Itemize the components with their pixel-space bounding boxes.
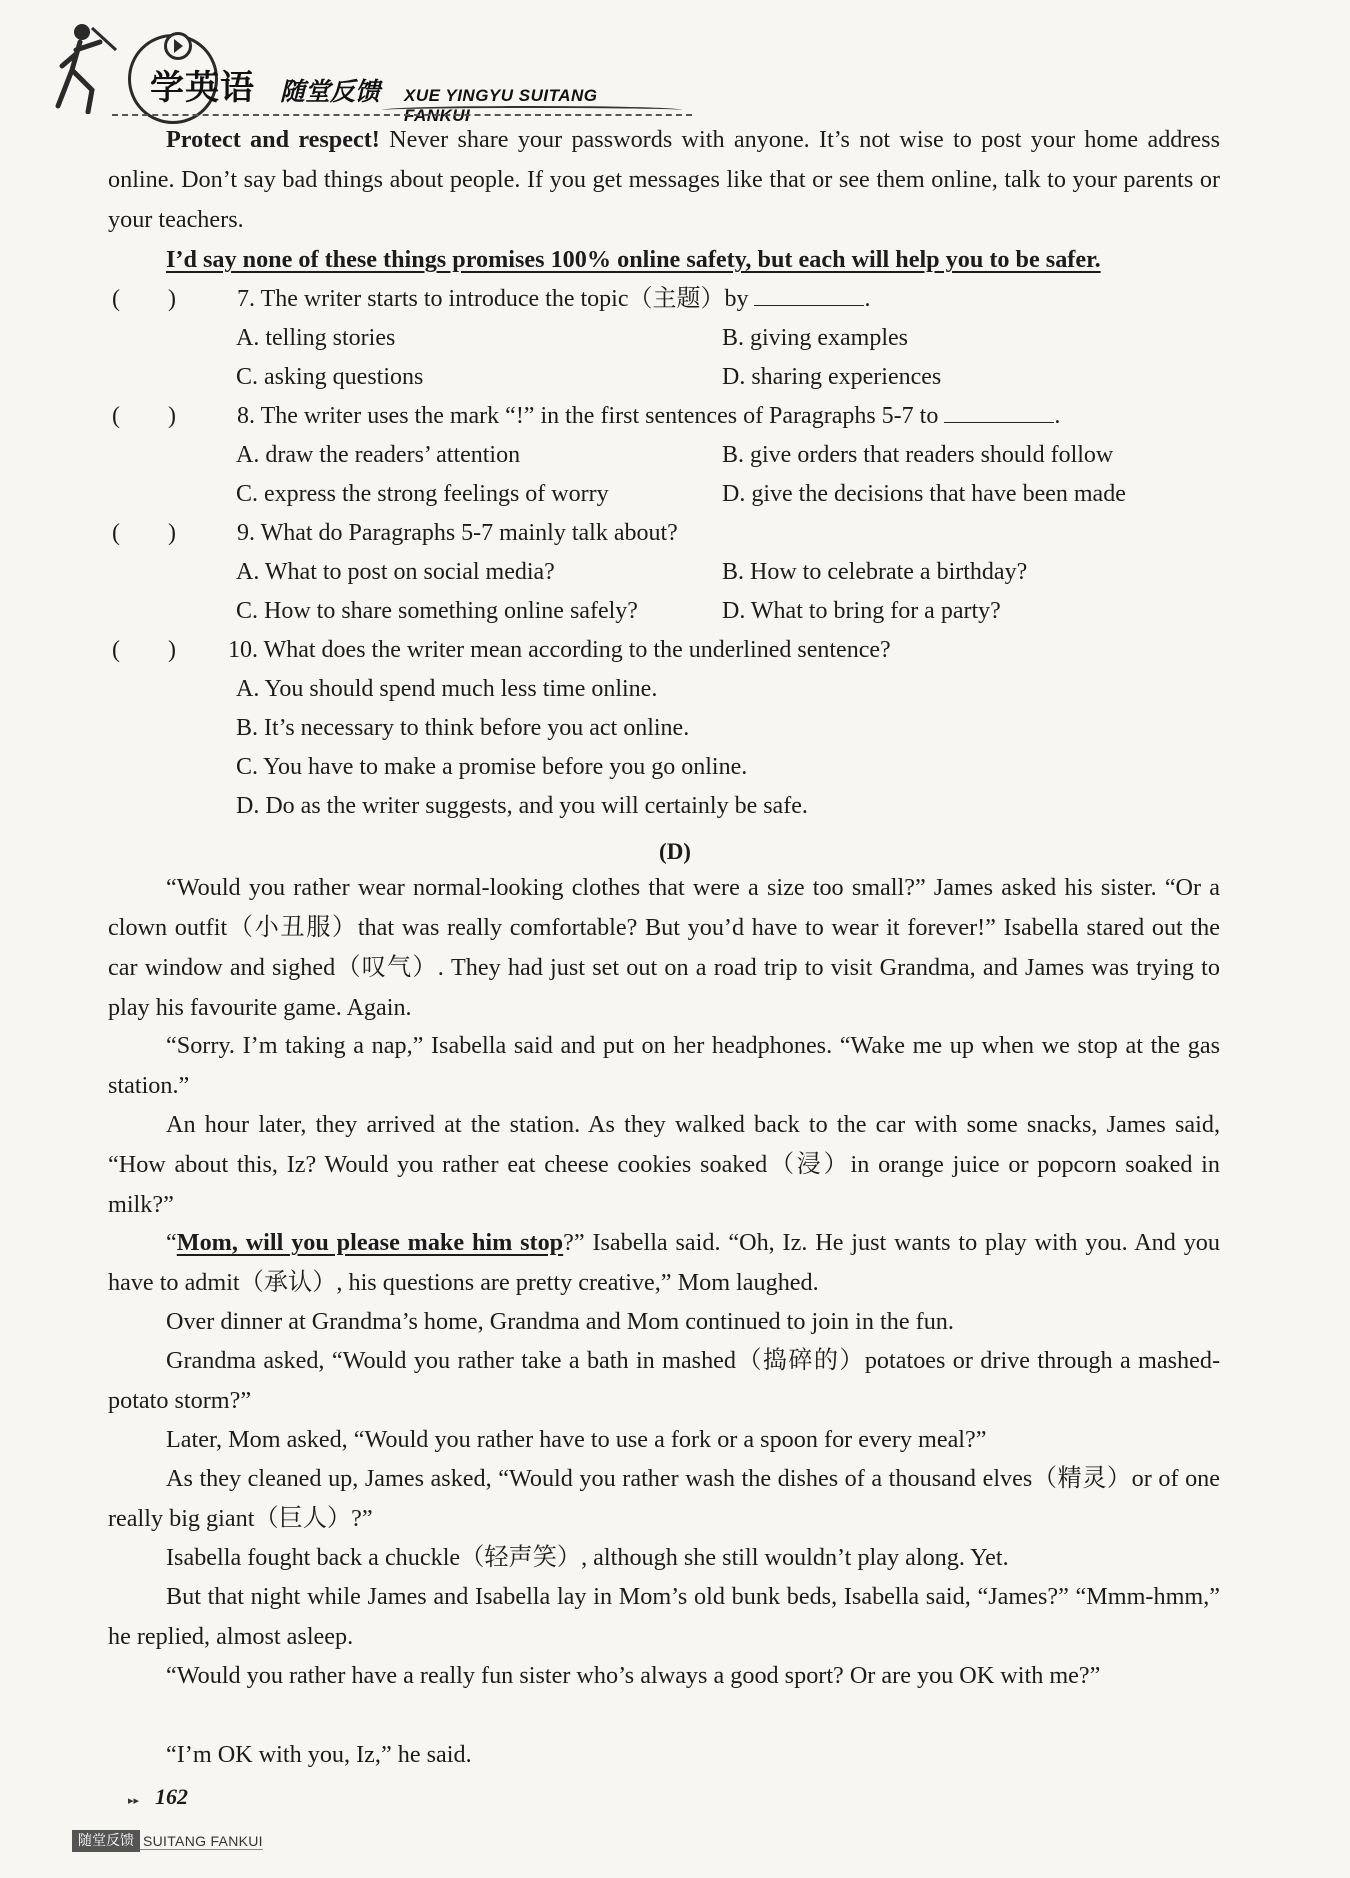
story-paragraph-11: “Would you rather have a really fun sister who’s always a good sport? Or are you OK with me?” (166, 1662, 1101, 1689)
answer-blank (944, 400, 1054, 423)
question-stem: The writer starts to introduce the topic（主题）by (260, 286, 749, 312)
question-10 (112, 630, 1222, 670)
footer-tag-en: SUITANG FANKUI (140, 1833, 263, 1850)
option-9b: B. How to celebrate a birthday? (722, 559, 1028, 585)
answer-bracket[interactable]: ( ) (112, 520, 176, 546)
option-10c: C. You have to make a promise before you go online. (236, 754, 748, 780)
story-paragraph-8: As they cleaned up, James asked, “Would you rather wash the dishes of a thousand elves（精灵）or of one really big giant（巨人）?” (108, 1465, 1220, 1532)
option-8a: A. draw the readers’ attention (236, 442, 521, 468)
option-9a: A. What to post on social media? (236, 559, 555, 585)
answer-bracket[interactable]: ( ) (112, 637, 176, 663)
option-7d: D. sharing experiences (722, 364, 942, 390)
brand-subtitle: 随堂反馈 (280, 77, 381, 106)
brand-title: 学英语 (150, 68, 255, 108)
paragraph-text: Never share your passwords with anyone. It’s not wise to post your home address online. Don’t say bad things about people. If you get messages like that or see them online, talk to your parents or your teachers. (108, 126, 1220, 233)
paragraph-lead: Protect and respect! (166, 126, 380, 153)
runner-icon (52, 20, 122, 114)
page-number: 162 (155, 1784, 189, 1809)
question-number: 9. (237, 520, 255, 546)
story-paragraph-6: Grandma asked, “Would you rather take a bath in mashed（捣碎的）potatoes or drive through a mashed-potato storm?” (108, 1347, 1220, 1414)
question-end: . (1054, 403, 1061, 429)
option-8d: D. give the decisions that have been made (722, 481, 1126, 507)
story-paragraph-10: But that night while James and Isabella lay in Mom’s old bunk beds, Isabella said, “James?” “Mmm-hmm,” he replied, almost asleep. (108, 1583, 1220, 1650)
story-paragraph-3: An hour later, they arrived at the station. As they walked back to the car with some snacks, James said, “How about this, Iz? Would you rather eat cheese cookies soaked（浸）in orange juice or popcorn soaked in milk?” (108, 1111, 1220, 1218)
paragraph-protect (108, 120, 1220, 240)
story-paragraph-9: Isabella fought back a chuckle（轻声笑）, although she still wouldn’t play along. Yet. (166, 1544, 1009, 1571)
question-number: 7. (237, 286, 255, 312)
footer-tag-cn: 随堂反馈 (72, 1830, 140, 1852)
question-stem: What do Paragraphs 5-7 mainly talk about? (260, 520, 678, 546)
answer-bracket[interactable]: ( ) (112, 403, 176, 429)
quote-open: “ (166, 1229, 177, 1256)
option-10d: D. Do as the writer suggests, and you will certainly be safe. (236, 793, 808, 819)
option-10a: A. You should spend much less time online. (236, 676, 658, 702)
underlined-sentence-text: I’d say none of these things promises 100% online safety, but each will help you to be safer. (166, 246, 1101, 273)
underlined-sentence (108, 240, 1220, 280)
paragraph-rest: ?” Isabella said. “Oh, Iz. He just wants to play with you. And you have to admit（承认）, his questions are pretty creative,” Mom laughed. (108, 1229, 1220, 1296)
story-paragraph-2: “Sorry. I’m taking a nap,” Isabella said and put on her headphones. “Wake me up when we stop at the gas station.” (108, 1032, 1220, 1099)
question-stem: The writer uses the mark “!” in the first sentences of Paragraphs 5-7 to (260, 403, 939, 429)
question-7 (112, 279, 1222, 319)
option-9d: D. What to bring for a party? (722, 598, 1001, 624)
option-8c: C. express the strong feelings of worry (236, 481, 609, 507)
story-paragraph-4 (108, 1223, 1220, 1303)
option-7b: B. giving examples (722, 325, 908, 351)
answer-blank (754, 283, 864, 306)
section-title: (D) (659, 839, 691, 864)
story-paragraph-7: Later, Mom asked, “Would you rather have to use a fork or a spoon for every meal?” (166, 1426, 987, 1453)
story-paragraph-12: “I’m OK with you, Iz,” he said. (166, 1741, 472, 1768)
play-icon (164, 32, 192, 60)
option-10b: B. It’s necessary to think before you act online. (236, 715, 690, 741)
page-number-block (128, 1784, 188, 1810)
brand-latin: XUE YINGYU SUITANG FANKUI (404, 86, 598, 125)
option-8b: B. give orders that readers should follow (722, 442, 1114, 468)
underlined-question: Mom, will you please make him stop (176, 1229, 564, 1256)
story-paragraph-5: Over dinner at Grandma’s home, Grandma and Mom continued to join in the fun. (166, 1308, 954, 1335)
option-7c: C. asking questions (236, 364, 424, 390)
page-header (52, 14, 652, 125)
question-end: . (864, 286, 871, 312)
header-divider (112, 114, 692, 116)
question-8 (112, 396, 1222, 436)
footer-tag (72, 1830, 263, 1852)
answer-bracket[interactable]: ( ) (112, 286, 176, 312)
question-9 (112, 513, 1222, 553)
option-7a: A. telling stories (236, 325, 396, 351)
header-swoosh (382, 106, 682, 114)
arrow-icon: ▸▸ (128, 1793, 140, 1807)
question-number: 10. (228, 637, 258, 663)
story-paragraph-1: “Would you rather wear normal-looking clothes that were a size too small?” James asked his sister. “Or a clown outfit（小丑服）that was really comfortable? But you’d have to wear it forever!” Isabella stared out the car window and sighed（叹气）. They had just set out on a road trip to visit Grandma, and James was trying to play his favourite game. Again. (108, 874, 1220, 1021)
question-number: 8. (237, 403, 255, 429)
option-9c: C. How to share something online safely? (236, 598, 638, 624)
question-stem: What does the writer mean according to the underlined sentence? (263, 637, 891, 663)
